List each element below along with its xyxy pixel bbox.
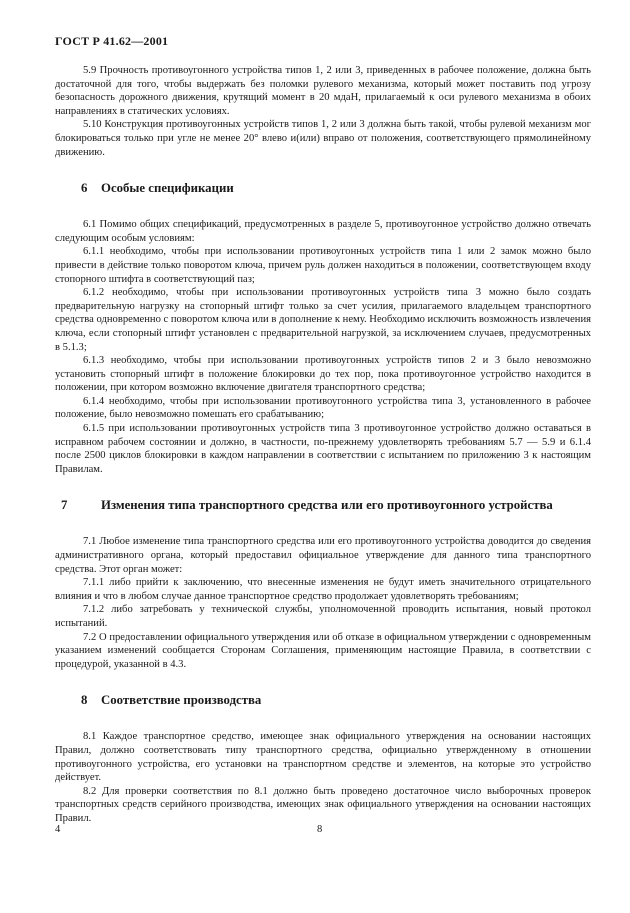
paragraph-6-1-2: 6.1.2 необходимо, чтобы при использовании противоугонных устройств типа 3 можно было создать предварительную нагрузку на стопорный штифт только за счет усилия, прилагаемого владельцем транспортного средства одновременно с поворотом ключа или в дополнение к нему. Необходимо исключить возможность извлечения ключа, если стопорный штифт установлен с предварительной нагрузкой, за исключением случаев, предусмотренных в 5.1.3; [55, 287, 591, 353]
paragraph-8-2: 8.2 Для проверки соответствия по 8.1 должно быть проведено достаточное число выборочных проверок транспортных средств серийного производства, имеющих знак официального утверждения на основании настоящих Правил. [55, 785, 591, 824]
paragraph-7-2: 7.2 О предоставлении официального утверждения или об отказе в официальном утверждении с одновременным указанием изменений сообщается Сторонам Соглашения, применяющим настоящие Правила, в соответствии с процедурой, указанной в 4.3. [55, 631, 591, 670]
section-title: Особые спецификации [101, 181, 234, 196]
section-heading-8 [81, 693, 591, 708]
paragraph-7-1-1: 7.1.1 либо прийти к заключению, что внесенные изменения не будут иметь значительного отрицательного влияния и что в любом случае данное транспортное средство продолжает удовлетворять требованиям; [55, 577, 591, 602]
page-number-center: 8 [317, 824, 323, 835]
paragraph-5-10: 5.10 Конструкция противоугонных устройств типов 1, 2 или 3 должна быть такой, чтобы рулевой механизм мог блокироваться только при угле не менее 20° влево и(или) вправо от положения, соответствующего прямолинейному движению. [55, 119, 591, 158]
paragraph-8-1: 8.1 Каждое транспортное средство, имеющее знак официального утверждения на основании настоящих Правил, должно соответствовать типу транспортного средства, официально утвержденному в отношении противоугонного устройства, его установки на транспортном средстве и элементов, на которые это устройство действует. [55, 731, 591, 784]
section-number: 7 [61, 498, 68, 513]
paragraph-6-1-5: 6.1.5 при использовании противоугонных устройств типа 3 противоугонное устройство должно оставаться в исправном рабочем состоянии и должно, в частности, по-прежнему удовлетворять требованиям 5.7 — 5.9 и 6.1.4 после 2500 циклов блокировки в каждом направлении в соответствии с испытанием по приложению 3 к настоящим Правилам. [55, 423, 591, 475]
paragraph-5-9: 5.9 Прочность противоугонного устройства типов 1, 2 или 3, приведенных в рабочее положение, должна быть достаточной для того, чтобы выдержать без поломки рулевого механизма, который может поставить под угрозу безопасность дорожного движения, крутящий момент в 20 мдаН, прилагаемый к оси рулевого механизма в обоих направлениях в статических условиях. [55, 65, 591, 117]
paragraph-7-1-2: 7.1.2 либо затребовать у технической службы, уполномоченной проводить испытания, новый протокол испытаний. [55, 604, 591, 629]
paragraph-6-1: 6.1 Помимо общих спецификаций, предусмотренных в разделе 5, противоугонное устройство должно отвечать следующим особым условиям: [55, 219, 591, 244]
paragraph-6-1-1: 6.1.1 необходимо, чтобы при использовании противоугонных устройств типа 1 или 2 замок можно было привести в действие только поворотом ключа, причем руль должен находиться в положении, соответствующем входу стопорного штифта в соответствующий паз; [55, 246, 591, 285]
paragraph-6-1-4: 6.1.4 необходимо, чтобы при использовании противоугонного устройства типа 3, установленного в рабочее положение, было невозможно помешать его срабатыванию; [55, 395, 591, 421]
section-heading-6 [81, 181, 591, 196]
section-number: 6 [81, 181, 88, 196]
page-header: ГОСТ Р 41.62—2001 [55, 34, 169, 48]
section-number: 8 [81, 693, 88, 708]
section-title: Соответствие производства [101, 693, 262, 708]
section-heading-7 [61, 498, 591, 513]
document-body [55, 64, 591, 826]
paragraph-6-1-3: 6.1.3 необходимо, чтобы при использовании противоугонных устройств типов 2 и 3 было невозможно установить стопорный штифт в положение блокировки до тех пор, пока противоугонное устройство находится в положении, при котором возможно включение двигателя транспортного средства; [55, 355, 591, 394]
paragraph-7-1: 7.1 Любое изменение типа транспортного средства или его противоугонного устройства доводится до сведения административного органа, который предоставил официальное утверждение для данного типа транспортного средства. Этот орган может: [55, 536, 591, 575]
section-title: Изменения типа транспортного средства или его противоугонного устройства [101, 498, 553, 513]
page-number-left: 4 [55, 824, 61, 835]
